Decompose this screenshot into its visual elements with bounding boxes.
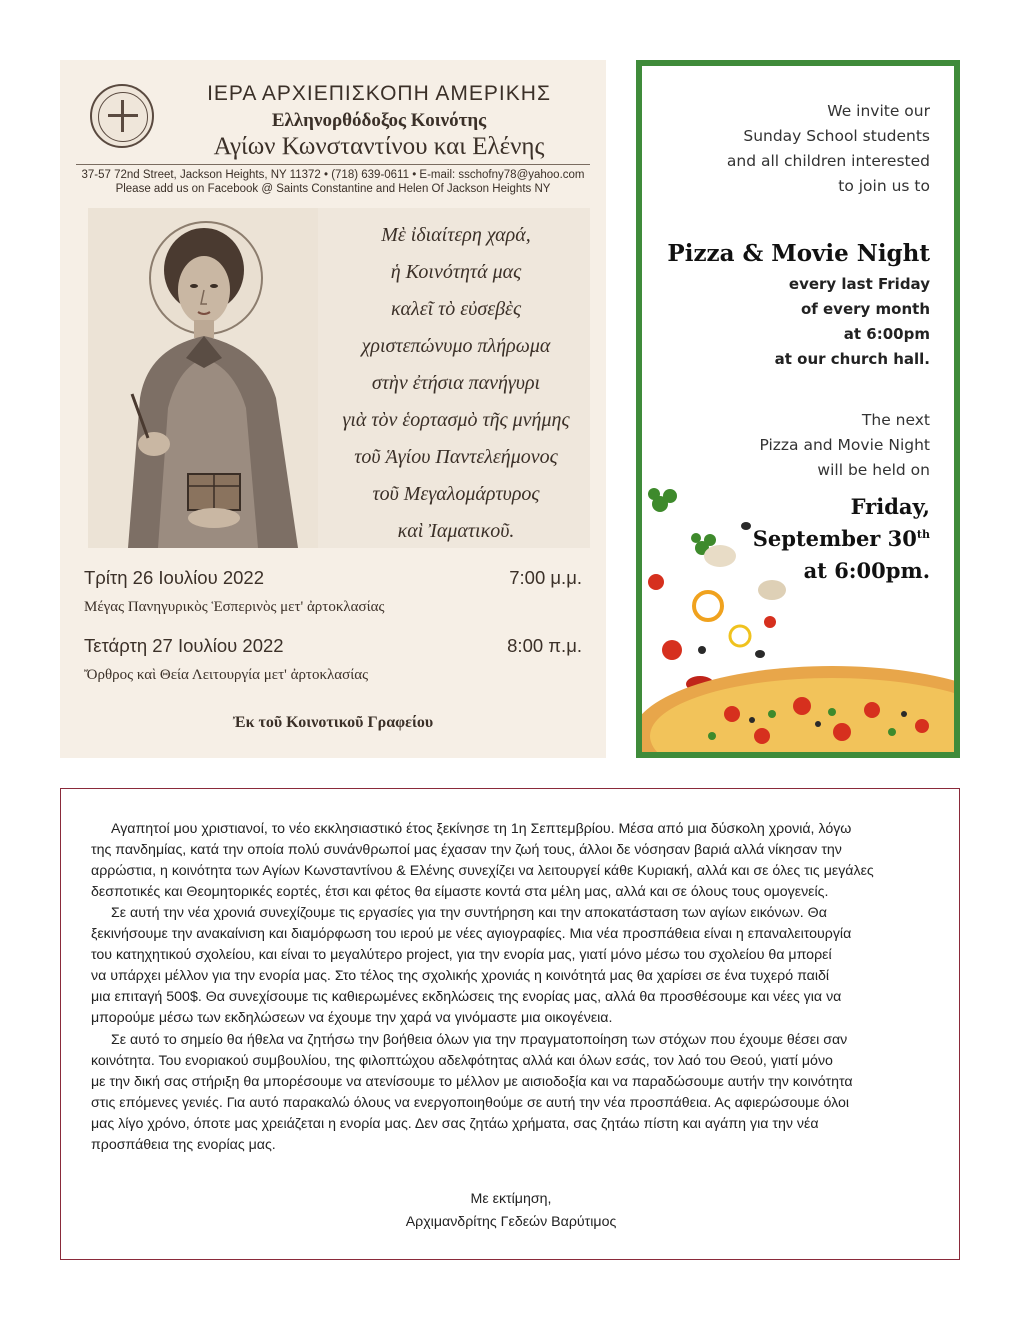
flyer-intro-line: We invite our <box>827 102 930 120</box>
flyer-intro-line: Sunday School students <box>743 127 930 145</box>
next-event-date: September 30th <box>752 526 930 551</box>
office-signature: Ἐκ τοῦ Κοινοτικοῦ Γραφείου <box>232 714 434 731</box>
parish-address: 37-57 72nd Street, Jackson Heights, NY 11372 • (718) 639-0611 • E-mail: sschofny78@yahoo.com <box>81 169 585 181</box>
letter-paragraph-1: Αγαπητοί μου χριστιανοί, το νέο εκκλησιαστικό έτος ξεκίνησε τη 1η Σεπτεμβρίου. Μέσα από μια δύσκολη χρονιά, λόγω της πανδημίας, κατά την οποία πολύ συνάνθρωποί μας έχασαν την ζωή τους, άλλοι δε νόσησαν βαριά αλλά νίκησαν την αρρώστια, η κοινότητα των Αγίων Κωνσταντίνου & Ελένης συνεχίζει να λειτουργεί κάθε Κυριακή, αλλά και σε όλες τις μεγάλες δεσποτικές και Θεομητορικές εορτές, έτσι και φέτος θα είμαστε κοντά στα μέλη μας, αλλά και σε όλους τους ομογενείς. <box>91 821 874 901</box>
vespers-description: Μέγας Πανηγυρικὸς Ἑσπερινὸς μετ' ἀρτοκλασίας <box>84 599 385 615</box>
flyer-detail: every last Friday <box>788 275 930 293</box>
header-divider <box>76 164 590 165</box>
letter-closing: Με εκτίμηση, <box>470 1191 552 1207</box>
archdiocese-title: ΙΕΡΑ ΑΡΧΙΕΠΙΣΚΟΠΗ ΑΜΕΡΙΚΗΣ <box>207 82 551 105</box>
flyer-detail: at our church hall. <box>774 350 930 368</box>
flyer-next-line: The next <box>861 411 930 429</box>
vespers-date: Τρίτη 26 Ιουλίου 2022 <box>84 567 264 588</box>
vespers-time: 7:00 μ.μ. <box>509 567 582 588</box>
pizza-movie-night-flyer <box>636 60 960 758</box>
next-event-time: at 6:00pm. <box>803 558 930 583</box>
flyer-detail: at 6:00pm <box>843 325 930 343</box>
icon-panel: Μὲ ἰδιαίτερη χαρά, ἡ Κοινότητά μας καλεῖ τὸ εὐσεβὲς χριστεπώνυμο πλήρωμα στὴν ἐτήσια πανήγυρι γιὰ τὸν ἑορτασμὸ τῆς μνήμης τοῦ Ἁγίου Παντελεήμονος τοῦ Μεγαλομάρτυρος καὶ Ἰαματικοῦ. <box>88 208 590 548</box>
flyer-intro-line: to join us to <box>838 177 930 195</box>
next-event-day: Friday, <box>850 494 930 519</box>
flyer-next-line: will be held on <box>817 461 930 479</box>
feast-invitation-card <box>60 60 606 758</box>
flyer-headline: Pizza & Movie Night <box>667 240 930 267</box>
pastoral-letter <box>60 788 960 1260</box>
liturgy-time: 8:00 π.μ. <box>507 635 582 656</box>
flyer-detail: of every month <box>800 300 930 318</box>
liturgy-date: Τετάρτη 27 Ιουλίου 2022 <box>84 635 284 656</box>
liturgy-description: Ὄρθρος καὶ Θεία Λειτουργία μετ' ἀρτοκλασίας <box>84 667 369 683</box>
archdiocese-seal-icon <box>90 84 154 148</box>
parish-facebook: Please add us on Facebook @ Saints Constantine and Helen Of Jackson Heights NY <box>115 183 551 195</box>
flyer-next-line: Pizza and Movie Night <box>759 436 930 454</box>
letter-paragraph-2: Σε αυτή την νέα χρονιά συνεχίζουμε τις εργασίες για την συντήρηση και την αποκατάσταση των αγίων εικόνων. Θα ξεκινήσουμε την ανακαίνιση και διαμόρφωση του ιερού με νέες αγιογραφίες. Μια νέα προσπάθεια είναι η επαναλειτουργία του κατηχητικού σχολείου, και είναι το μεγαλύτερο project, για την ενορία μας, γιατί μόνο μέσω του σχολείου θα μπορεί να υπάρχει μέλλον για την ενορία μας. Στο τέλος της σχολικής χρονιάς η κοινότητά μας θα χαρίσει σε ένα τυχερό παιδί μια επιταγή 500$. Θα συνεχίσουμε τις καθιερωμένες εκδηλώσεις της ενορίας μας, αλλά θα προσθέσουμε και νέες για να μπορούμε μέσω των εκδηλώσεων να έχουμε την χαρά να γινόμαστε μια οικογένεια. <box>91 905 852 1027</box>
saint-panteleimon-icon <box>88 208 318 548</box>
letter-signer: Αρχιμανδρίτης Γεδεών Βαρύτιμος <box>405 1214 617 1230</box>
parish-name: Αγίων Κωνσταντίνου και Ελένης <box>213 133 545 160</box>
letter-paragraph-3: Σε αυτό το σημείο θα ήθελα να ζητήσω την βοήθεια όλων για την πραγματοποίηση των στόχων που έχουμε θέσει σαν κοινότητα. Του ενοριακού συμβουλίου, της φιλοπτώχου αδελφότητας αλλά και όλων εσάς, τον λαό του Θεού, γιατί μόνο με την δική σας στήριξη θα μπορέσουμε να ατενίσουμε το μέλλον με αισιοδοξία και να παραδώσουμε αυτήν την κοινότητα στις επόμενες γενιές. Για αυτό παρακαλώ όλους να ενεργοποιηθούμε σε αυτή την νέα προσπάθεια. Ας αφιερώσουμε όλοι μας λίγο χρόνο, όποτε μας χρειάζεται η ενορία μας. Δεν σας ζητάω χρήματα, σας ζητάω πίστη και αγάπη για την νέα προσπάθεια της ενορίας μας. <box>91 1032 853 1154</box>
flyer-intro-line: and all children interested <box>726 152 930 170</box>
community-type: Ελληνορθόδοξος Κοινότης <box>271 110 487 131</box>
